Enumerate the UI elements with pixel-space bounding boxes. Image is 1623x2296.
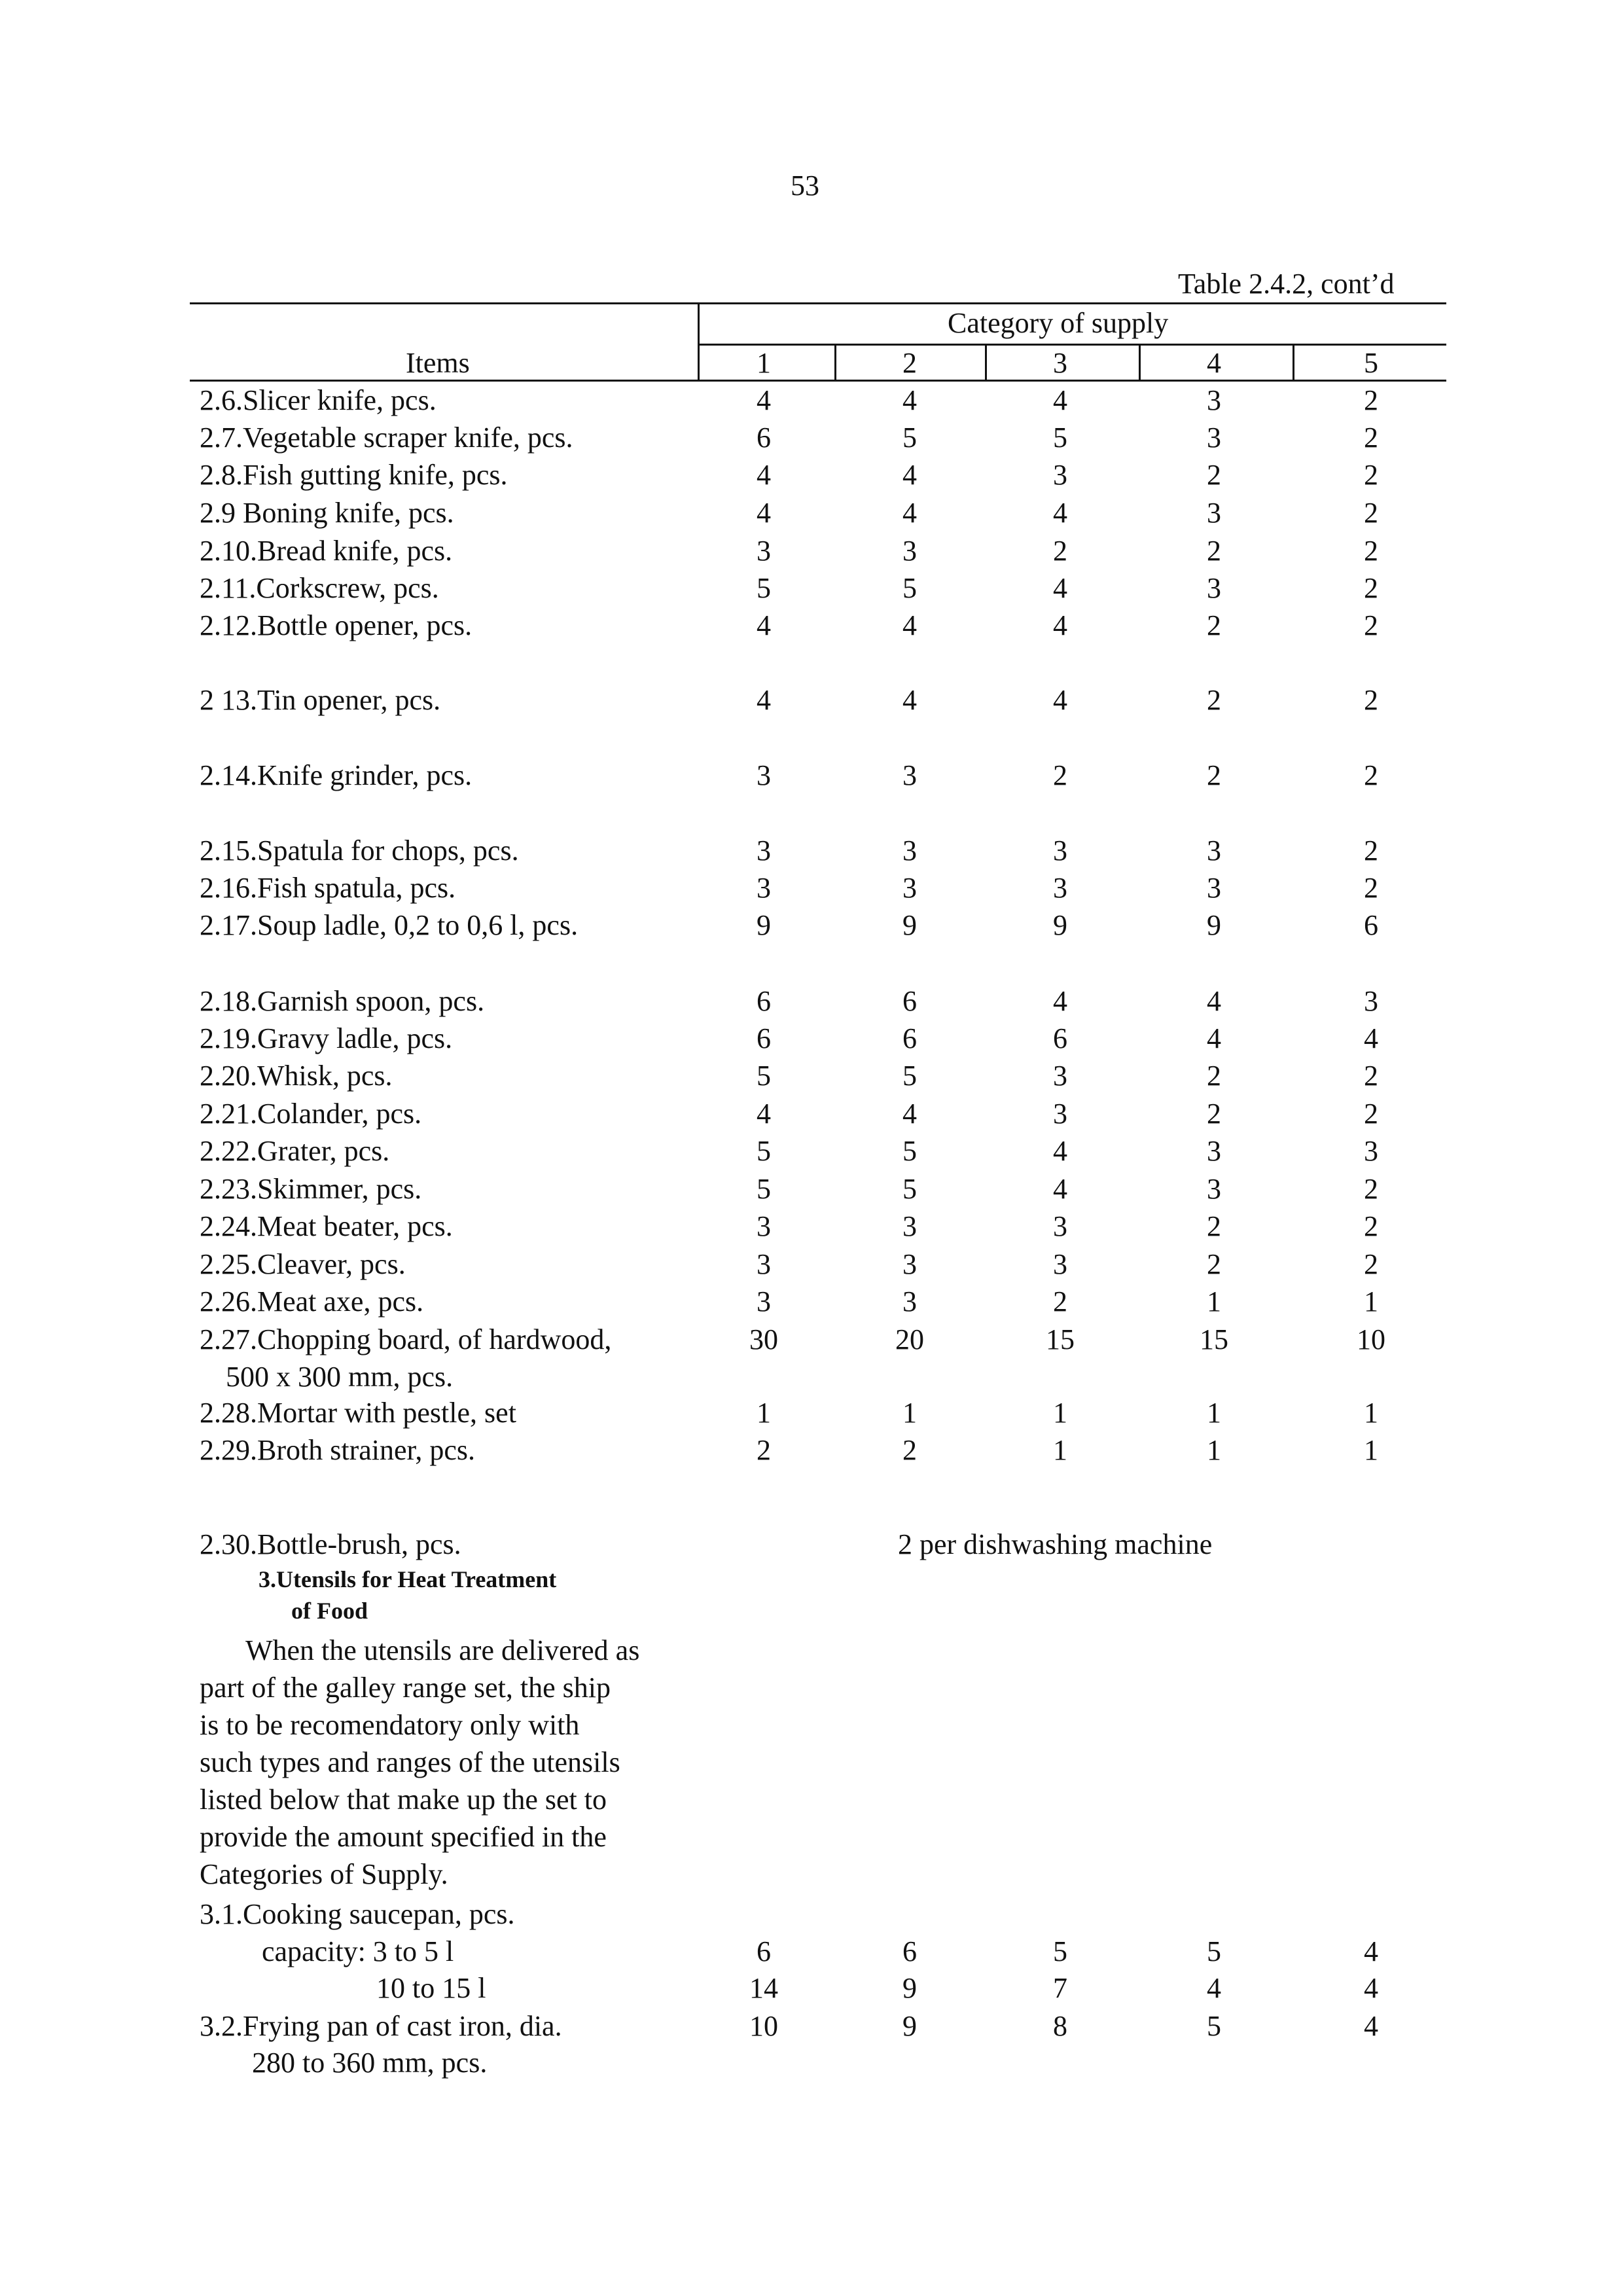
row-label: 2.16.Fish spatula, pcs. bbox=[200, 872, 456, 904]
cell-col-4: 9 bbox=[1207, 909, 1221, 941]
cell-col-2: 3 bbox=[902, 872, 917, 904]
row-label: 2.28.Mortar with pestle, set bbox=[200, 1397, 516, 1429]
cell-col-2: 6 bbox=[902, 1022, 917, 1054]
cell-col-2: 3 bbox=[902, 759, 917, 791]
row-label-continued: 500 x 300 mm, pcs. bbox=[226, 1361, 454, 1393]
row-label: 2 13.Tin opener, pcs. bbox=[200, 684, 441, 716]
cell-col-4: 15 bbox=[1200, 1323, 1228, 1355]
col-divider-3 bbox=[1139, 344, 1141, 381]
row-label: 2.20.Whisk, pcs. bbox=[200, 1060, 393, 1092]
cell-col-5: 2 bbox=[1364, 572, 1378, 604]
cell-col-4: 3 bbox=[1207, 1173, 1221, 1205]
bottle-brush-note: 2 per dishwashing machine bbox=[898, 1528, 1213, 1560]
cell-col-5: 1 bbox=[1364, 1285, 1378, 1318]
cell-col-2: 4 bbox=[902, 497, 917, 529]
cell-col-2: 9 bbox=[902, 1972, 917, 2004]
row-label: 2.22.Grater, pcs. bbox=[200, 1135, 390, 1167]
cell-col-4: 2 bbox=[1207, 759, 1221, 791]
cell-col-5: 6 bbox=[1364, 909, 1378, 941]
cell-col-2: 20 bbox=[895, 1323, 924, 1355]
col-header-1: 1 bbox=[757, 347, 771, 379]
cell-col-3: 3 bbox=[1053, 1210, 1067, 1242]
cell-col-1: 6 bbox=[757, 422, 771, 454]
cell-col-4: 4 bbox=[1207, 1972, 1221, 2004]
cell-col-2: 5 bbox=[902, 1135, 917, 1167]
capacity-a-label: capacity: 3 to 5 l bbox=[262, 1935, 454, 1967]
cell-col-1: 3 bbox=[757, 834, 771, 867]
row-label: 2.19.Gravy ladle, pcs. bbox=[200, 1022, 453, 1054]
cell-col-4: 3 bbox=[1207, 422, 1221, 454]
cell-col-1: 3 bbox=[757, 535, 771, 567]
cell-col-1: 6 bbox=[757, 1935, 771, 1967]
cell-col-1: 4 bbox=[757, 497, 771, 529]
cell-col-3: 3 bbox=[1053, 834, 1067, 867]
cell-col-3: 4 bbox=[1053, 1173, 1067, 1205]
paragraph-line: listed below that make up the set to bbox=[200, 1784, 607, 1816]
cell-col-2: 4 bbox=[902, 384, 917, 416]
cell-col-1: 4 bbox=[757, 609, 771, 641]
cell-col-5: 2 bbox=[1364, 1248, 1378, 1280]
paragraph-line: is to be recomendatory only with bbox=[200, 1709, 580, 1741]
col-header-3: 3 bbox=[1053, 347, 1067, 379]
row-label: 2.26.Meat axe, pcs. bbox=[200, 1285, 424, 1318]
cell-col-1: 3 bbox=[757, 872, 771, 904]
cell-col-1: 9 bbox=[757, 909, 771, 941]
cell-col-3: 4 bbox=[1053, 609, 1067, 641]
col-header-2: 2 bbox=[902, 347, 917, 379]
cell-col-2: 4 bbox=[902, 1098, 917, 1130]
cell-col-5: 2 bbox=[1364, 684, 1378, 716]
cell-col-5: 4 bbox=[1364, 1022, 1378, 1054]
cell-col-4: 2 bbox=[1207, 1248, 1221, 1280]
cell-col-4: 1 bbox=[1207, 1397, 1221, 1429]
cell-col-1: 2 bbox=[757, 1434, 771, 1466]
cell-col-2: 5 bbox=[902, 572, 917, 604]
cell-col-3: 3 bbox=[1053, 872, 1067, 904]
cell-col-3: 2 bbox=[1053, 759, 1067, 791]
cell-col-4: 2 bbox=[1207, 609, 1221, 641]
cell-col-1: 30 bbox=[749, 1323, 778, 1355]
cell-col-1: 3 bbox=[757, 1285, 771, 1318]
cell-col-3: 3 bbox=[1053, 459, 1067, 491]
cell-col-2: 5 bbox=[902, 1060, 917, 1092]
row-label: 2.24.Meat beater, pcs. bbox=[200, 1210, 453, 1242]
col-header-5: 5 bbox=[1364, 347, 1378, 379]
cell-col-4: 1 bbox=[1207, 1285, 1221, 1318]
col-divider-4 bbox=[1293, 344, 1294, 381]
col-divider-2 bbox=[985, 344, 987, 381]
cell-col-1: 3 bbox=[757, 759, 771, 791]
cell-col-1: 4 bbox=[757, 459, 771, 491]
cell-col-2: 3 bbox=[902, 1248, 917, 1280]
col-header-4: 4 bbox=[1207, 347, 1221, 379]
cell-col-3: 4 bbox=[1053, 384, 1067, 416]
row-label: 2.6.Slicer knife, pcs. bbox=[200, 384, 437, 416]
cell-col-4: 3 bbox=[1207, 497, 1221, 529]
section3-title-line2: of Food bbox=[291, 1598, 368, 1624]
cell-col-4: 1 bbox=[1207, 1434, 1221, 1466]
cell-col-1: 5 bbox=[757, 1135, 771, 1167]
cell-col-5: 1 bbox=[1364, 1397, 1378, 1429]
cell-col-5: 2 bbox=[1364, 1173, 1378, 1205]
cell-col-1: 6 bbox=[757, 985, 771, 1017]
cell-col-4: 3 bbox=[1207, 1135, 1221, 1167]
cell-col-4: 2 bbox=[1207, 459, 1221, 491]
cell-col-5: 2 bbox=[1364, 872, 1378, 904]
cell-col-3: 9 bbox=[1053, 909, 1067, 941]
cell-col-2: 6 bbox=[902, 985, 917, 1017]
cell-col-4: 2 bbox=[1207, 1060, 1221, 1092]
cell-col-1: 3 bbox=[757, 1248, 771, 1280]
cell-col-5: 2 bbox=[1364, 1060, 1378, 1092]
cell-col-2: 3 bbox=[902, 1285, 917, 1318]
section3-title-line1: 3.Utensils for Heat Treatment bbox=[259, 1566, 557, 1592]
cell-col-3: 5 bbox=[1053, 1935, 1067, 1967]
cell-col-3: 4 bbox=[1053, 1135, 1067, 1167]
paragraph-line: such types and ranges of the utensils bbox=[200, 1746, 620, 1778]
cell-col-4: 2 bbox=[1207, 1098, 1221, 1130]
cell-col-4: 2 bbox=[1207, 535, 1221, 567]
row-label: 2.25.Cleaver, pcs. bbox=[200, 1248, 406, 1280]
paragraph-line: Categories of Supply. bbox=[200, 1858, 448, 1890]
cell-col-2: 3 bbox=[902, 535, 917, 567]
paragraph-line: When the utensils are delivered as bbox=[245, 1634, 640, 1666]
cell-col-2: 4 bbox=[902, 459, 917, 491]
cell-col-5: 2 bbox=[1364, 497, 1378, 529]
category-header: Category of supply bbox=[948, 307, 1169, 339]
cell-col-5: 2 bbox=[1364, 535, 1378, 567]
cell-col-2: 3 bbox=[902, 834, 917, 867]
cell-col-3: 4 bbox=[1053, 497, 1067, 529]
table-caption: Table 2.4.2, cont’d bbox=[1178, 268, 1395, 300]
cell-col-3: 15 bbox=[1046, 1323, 1075, 1355]
cell-col-4: 3 bbox=[1207, 384, 1221, 416]
row-label: 2.15.Spatula for chops, pcs. bbox=[200, 834, 519, 867]
row-label: 2.8.Fish gutting knife, pcs. bbox=[200, 459, 508, 491]
cell-col-4: 2 bbox=[1207, 684, 1221, 716]
row-label: 2.27.Chopping board, of hardwood, bbox=[200, 1323, 612, 1355]
col-divider-1 bbox=[834, 344, 836, 381]
cell-col-5: 2 bbox=[1364, 609, 1378, 641]
cell-col-3: 3 bbox=[1053, 1248, 1067, 1280]
cell-col-5: 3 bbox=[1364, 1135, 1378, 1167]
row-label: 2.18.Garnish spoon, pcs. bbox=[200, 985, 485, 1017]
cell-col-3: 7 bbox=[1053, 1972, 1067, 2004]
cell-col-2: 5 bbox=[902, 422, 917, 454]
cell-col-5: 2 bbox=[1364, 384, 1378, 416]
page-number: 53 bbox=[791, 170, 819, 202]
category-rule bbox=[699, 344, 1446, 346]
cell-col-3: 1 bbox=[1053, 1434, 1067, 1466]
items-divider bbox=[698, 302, 700, 381]
row-label: 2.21.Colander, pcs. bbox=[200, 1098, 422, 1130]
cell-col-1: 4 bbox=[757, 384, 771, 416]
cell-col-4: 2 bbox=[1207, 1210, 1221, 1242]
cell-col-3: 5 bbox=[1053, 422, 1067, 454]
items-header: Items bbox=[406, 347, 470, 379]
cell-col-4: 3 bbox=[1207, 834, 1221, 867]
cell-col-3: 4 bbox=[1053, 684, 1067, 716]
cell-col-2: 3 bbox=[902, 1210, 917, 1242]
cell-col-5: 2 bbox=[1364, 459, 1378, 491]
cell-col-2: 1 bbox=[902, 1397, 917, 1429]
cell-col-5: 10 bbox=[1357, 1323, 1385, 1355]
row-label: 2.23.Skimmer, pcs. bbox=[200, 1173, 422, 1205]
cell-col-1: 10 bbox=[749, 2010, 778, 2042]
capacity-b-label: 10 to 15 l bbox=[376, 1972, 486, 2004]
cell-col-5: 4 bbox=[1364, 2010, 1378, 2042]
row-label: 2.29.Broth strainer, pcs. bbox=[200, 1434, 476, 1466]
cell-col-3: 3 bbox=[1053, 1060, 1067, 1092]
cell-col-1: 4 bbox=[757, 684, 771, 716]
frying-pan-label-2: 280 to 360 mm, pcs. bbox=[252, 2047, 488, 2079]
cell-col-2: 6 bbox=[902, 1935, 917, 1967]
cell-col-1: 5 bbox=[757, 1173, 771, 1205]
cell-col-4: 4 bbox=[1207, 985, 1221, 1017]
cell-col-4: 5 bbox=[1207, 2010, 1221, 2042]
paragraph-line: provide the amount specified in the bbox=[200, 1821, 607, 1853]
cell-col-3: 4 bbox=[1053, 985, 1067, 1017]
paragraph-line: part of the galley range set, the ship bbox=[200, 1672, 611, 1704]
cell-col-5: 2 bbox=[1364, 1098, 1378, 1130]
row-label: 2.9 Boning knife, pcs. bbox=[200, 497, 454, 529]
cell-col-5: 2 bbox=[1364, 1210, 1378, 1242]
cell-col-1: 5 bbox=[757, 572, 771, 604]
row-label: 2.10.Bread knife, pcs. bbox=[200, 535, 453, 567]
cell-col-3: 2 bbox=[1053, 535, 1067, 567]
cell-col-2: 2 bbox=[902, 1434, 917, 1466]
cell-col-5: 2 bbox=[1364, 422, 1378, 454]
cell-col-3: 1 bbox=[1053, 1397, 1067, 1429]
cell-col-2: 9 bbox=[902, 2010, 917, 2042]
cell-col-1: 3 bbox=[757, 1210, 771, 1242]
row-label: 2.7.Vegetable scraper knife, pcs. bbox=[200, 422, 573, 454]
cell-col-3: 6 bbox=[1053, 1022, 1067, 1054]
cell-col-1: 14 bbox=[749, 1972, 778, 2004]
cell-col-3: 4 bbox=[1053, 572, 1067, 604]
table-top-rule bbox=[190, 302, 1446, 304]
cell-col-1: 6 bbox=[757, 1022, 771, 1054]
cell-col-5: 3 bbox=[1364, 985, 1378, 1017]
bottle-brush-label: 2.30.Bottle-brush, pcs. bbox=[200, 1528, 461, 1560]
cell-col-2: 4 bbox=[902, 609, 917, 641]
row-label: 2.17.Soup ladle, 0,2 to 0,6 l, pcs. bbox=[200, 909, 579, 941]
cell-col-3: 2 bbox=[1053, 1285, 1067, 1318]
cell-col-3: 8 bbox=[1053, 2010, 1067, 2042]
header-bottom-rule bbox=[190, 380, 1446, 382]
cell-col-4: 3 bbox=[1207, 572, 1221, 604]
row-label: 2.12.Bottle opener, pcs. bbox=[200, 609, 473, 641]
cell-col-2: 5 bbox=[902, 1173, 917, 1205]
cell-col-5: 4 bbox=[1364, 1935, 1378, 1967]
cell-col-2: 9 bbox=[902, 909, 917, 941]
cell-col-1: 4 bbox=[757, 1098, 771, 1130]
cell-col-4: 3 bbox=[1207, 872, 1221, 904]
cell-col-1: 5 bbox=[757, 1060, 771, 1092]
cell-col-3: 3 bbox=[1053, 1098, 1067, 1130]
frying-pan-label: 3.2.Frying pan of cast iron, dia. bbox=[200, 2010, 562, 2042]
row-label: 2.11.Corkscrew, pcs. bbox=[200, 572, 439, 604]
cell-col-4: 5 bbox=[1207, 1935, 1221, 1967]
cell-col-4: 4 bbox=[1207, 1022, 1221, 1054]
cell-col-5: 2 bbox=[1364, 834, 1378, 867]
cell-col-1: 1 bbox=[757, 1397, 771, 1429]
cell-col-5: 1 bbox=[1364, 1434, 1378, 1466]
cell-col-5: 2 bbox=[1364, 759, 1378, 791]
saucepan-label: 3.1.Cooking saucepan, pcs. bbox=[200, 1898, 515, 1930]
cell-col-5: 4 bbox=[1364, 1972, 1378, 2004]
row-label: 2.14.Knife grinder, pcs. bbox=[200, 759, 473, 791]
cell-col-2: 4 bbox=[902, 684, 917, 716]
